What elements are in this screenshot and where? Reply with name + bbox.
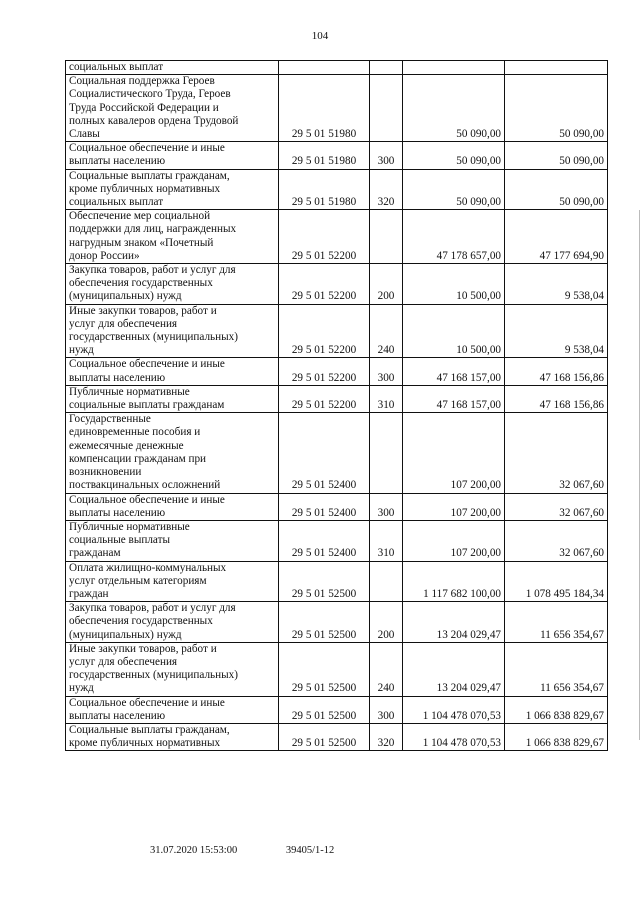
cell-name: Социальное обеспечение и иные выплаты населению [66, 142, 279, 169]
cell-name: Социальное обеспечение и иные выплаты населению [66, 696, 279, 723]
cell-name: Публичные нормативные социальные выплаты гражданам [66, 385, 279, 412]
cell-target-code: 29 5 01 52500 [279, 602, 370, 643]
table-row [66, 210, 608, 264]
table-row [66, 642, 608, 696]
cell-expense-type: 200 [370, 602, 403, 643]
cell-executed-amount: 47 168 156,86 [505, 385, 608, 412]
cell-approved-amount: 107 200,00 [403, 413, 505, 493]
cell-approved-amount: 47 168 157,00 [403, 358, 505, 385]
cell-approved-amount: 13 204 029,47 [403, 642, 505, 696]
cell-expense-type: 310 [370, 385, 403, 412]
cell-target-code: 29 5 01 52400 [279, 413, 370, 493]
cell-expense-type: 300 [370, 493, 403, 520]
cell-executed-amount: 11 656 354,67 [505, 602, 608, 643]
cell-name: Социальное обеспечение и иные выплаты населению [66, 358, 279, 385]
cell-expense-type: 310 [370, 520, 403, 561]
cell-approved-amount: 10 500,00 [403, 264, 505, 305]
cell-target-code: 29 5 01 52500 [279, 642, 370, 696]
table-row [66, 358, 608, 385]
cell-expense-type: 300 [370, 358, 403, 385]
cell-expense-type: 240 [370, 642, 403, 696]
cell-target-code: 29 5 01 52500 [279, 561, 370, 602]
cell-approved-amount: 50 090,00 [403, 75, 505, 142]
cell-executed-amount: 1 066 838 829,67 [505, 723, 608, 750]
cell-executed-amount: 32 067,60 [505, 520, 608, 561]
cell-expense-type: 200 [370, 264, 403, 305]
cell-name: Социальное обеспечение и иные выплаты населению [66, 493, 279, 520]
cell-target-code: 29 5 01 52200 [279, 304, 370, 358]
cell-target-code: 29 5 01 51980 [279, 75, 370, 142]
footer [150, 845, 380, 856]
cell-expense-type: 320 [370, 169, 403, 210]
cell-name: Обеспечение мер социальной поддержки для лиц, награжденных нагрудным знаком «Почетный донор России» [66, 210, 279, 264]
cell-executed-amount: 9 538,04 [505, 264, 608, 305]
cell-expense-type [370, 561, 403, 602]
cell-executed-amount: 1 066 838 829,67 [505, 696, 608, 723]
page-number: 104 [311, 30, 329, 42]
cell-expense-type [370, 210, 403, 264]
cell-target-code: 29 5 01 52400 [279, 493, 370, 520]
cell-executed-amount: 11 656 354,67 [505, 642, 608, 696]
footer-timestamp: 31.07.2020 15:53:00 [150, 845, 238, 856]
table-row [66, 75, 608, 142]
cell-target-code: 29 5 01 52200 [279, 210, 370, 264]
table-row [66, 602, 608, 643]
cell-expense-type: 300 [370, 696, 403, 723]
cell-expense-type: 320 [370, 723, 403, 750]
cell-target-code: 29 5 01 51980 [279, 142, 370, 169]
cell-target-code: 29 5 01 52400 [279, 520, 370, 561]
cell-expense-type: 240 [370, 304, 403, 358]
cell-executed-amount: 32 067,60 [505, 493, 608, 520]
cell-approved-amount [403, 61, 505, 75]
cell-approved-amount: 1 104 478 070,53 [403, 696, 505, 723]
cell-name: Публичные нормативные социальные выплаты гражданам [66, 520, 279, 561]
cell-name: социальных выплат [66, 61, 279, 75]
cell-name: Оплата жилищно-коммунальных услуг отдельным категориям граждан [66, 561, 279, 602]
cell-approved-amount: 1 117 682 100,00 [403, 561, 505, 602]
cell-approved-amount: 50 090,00 [403, 169, 505, 210]
cell-name: Иные закупки товаров, работ и услуг для обеспечения государственных (муниципальных) нужд [66, 642, 279, 696]
cell-executed-amount: 50 090,00 [505, 75, 608, 142]
cell-executed-amount: 50 090,00 [505, 169, 608, 210]
table-row [66, 264, 608, 305]
table-body [66, 61, 608, 751]
cell-executed-amount: 50 090,00 [505, 142, 608, 169]
cell-executed-amount: 9 538,04 [505, 304, 608, 358]
cell-approved-amount: 107 200,00 [403, 493, 505, 520]
cell-expense-type [370, 413, 403, 493]
table-row [66, 304, 608, 358]
cell-expense-type: 300 [370, 142, 403, 169]
cell-approved-amount: 47 168 157,00 [403, 385, 505, 412]
cell-target-code: 29 5 01 52500 [279, 696, 370, 723]
cell-executed-amount [505, 61, 608, 75]
cell-target-code: 29 5 01 51980 [279, 169, 370, 210]
cell-approved-amount: 50 090,00 [403, 142, 505, 169]
table-row [66, 696, 608, 723]
cell-target-code: 29 5 01 52200 [279, 358, 370, 385]
table-row [66, 561, 608, 602]
cell-expense-type [370, 75, 403, 142]
cell-name: Государственные единовременные пособия и ежемесячные денежные компенсации гражданам при возникновении поствакцинальных осложнений [66, 413, 279, 493]
cell-name: Социальные выплаты гражданам, кроме публичных нормативных [66, 723, 279, 750]
cell-name: Иные закупки товаров, работ и услуг для обеспечения государственных (муниципальных) нужд [66, 304, 279, 358]
cell-expense-type [370, 61, 403, 75]
table-row [66, 413, 608, 493]
table-row [66, 520, 608, 561]
cell-approved-amount: 1 104 478 070,53 [403, 723, 505, 750]
cell-name: Закупка товаров, работ и услуг для обеспечения государственных (муниципальных) нужд [66, 602, 279, 643]
table-row [66, 61, 608, 75]
cell-name: Закупка товаров, работ и услуг для обеспечения государственных (муниципальных) нужд [66, 264, 279, 305]
cell-executed-amount: 47 168 156,86 [505, 358, 608, 385]
cell-executed-amount: 32 067,60 [505, 413, 608, 493]
budget-table [65, 60, 608, 751]
table-row [66, 385, 608, 412]
table-row [66, 723, 608, 750]
cell-executed-amount: 47 177 694,90 [505, 210, 608, 264]
cell-approved-amount: 107 200,00 [403, 520, 505, 561]
cell-target-code: 29 5 01 52500 [279, 723, 370, 750]
cell-name: Социальные выплаты гражданам, кроме публичных нормативных социальных выплат [66, 169, 279, 210]
cell-approved-amount: 47 178 657,00 [403, 210, 505, 264]
table-row [66, 142, 608, 169]
table-row [66, 169, 608, 210]
cell-target-code [279, 61, 370, 75]
cell-approved-amount: 13 204 029,47 [403, 602, 505, 643]
footer-document-id: 39405/1-12 [285, 845, 335, 856]
cell-approved-amount: 10 500,00 [403, 304, 505, 358]
cell-target-code: 29 5 01 52200 [279, 385, 370, 412]
cell-name: Социальная поддержка Героев Социалистического Труда, Героев Труда Российской Федерации и полных кавалеров ордена Трудовой Славы [66, 75, 279, 142]
cell-target-code: 29 5 01 52200 [279, 264, 370, 305]
table-row [66, 493, 608, 520]
cell-executed-amount: 1 078 495 184,34 [505, 561, 608, 602]
